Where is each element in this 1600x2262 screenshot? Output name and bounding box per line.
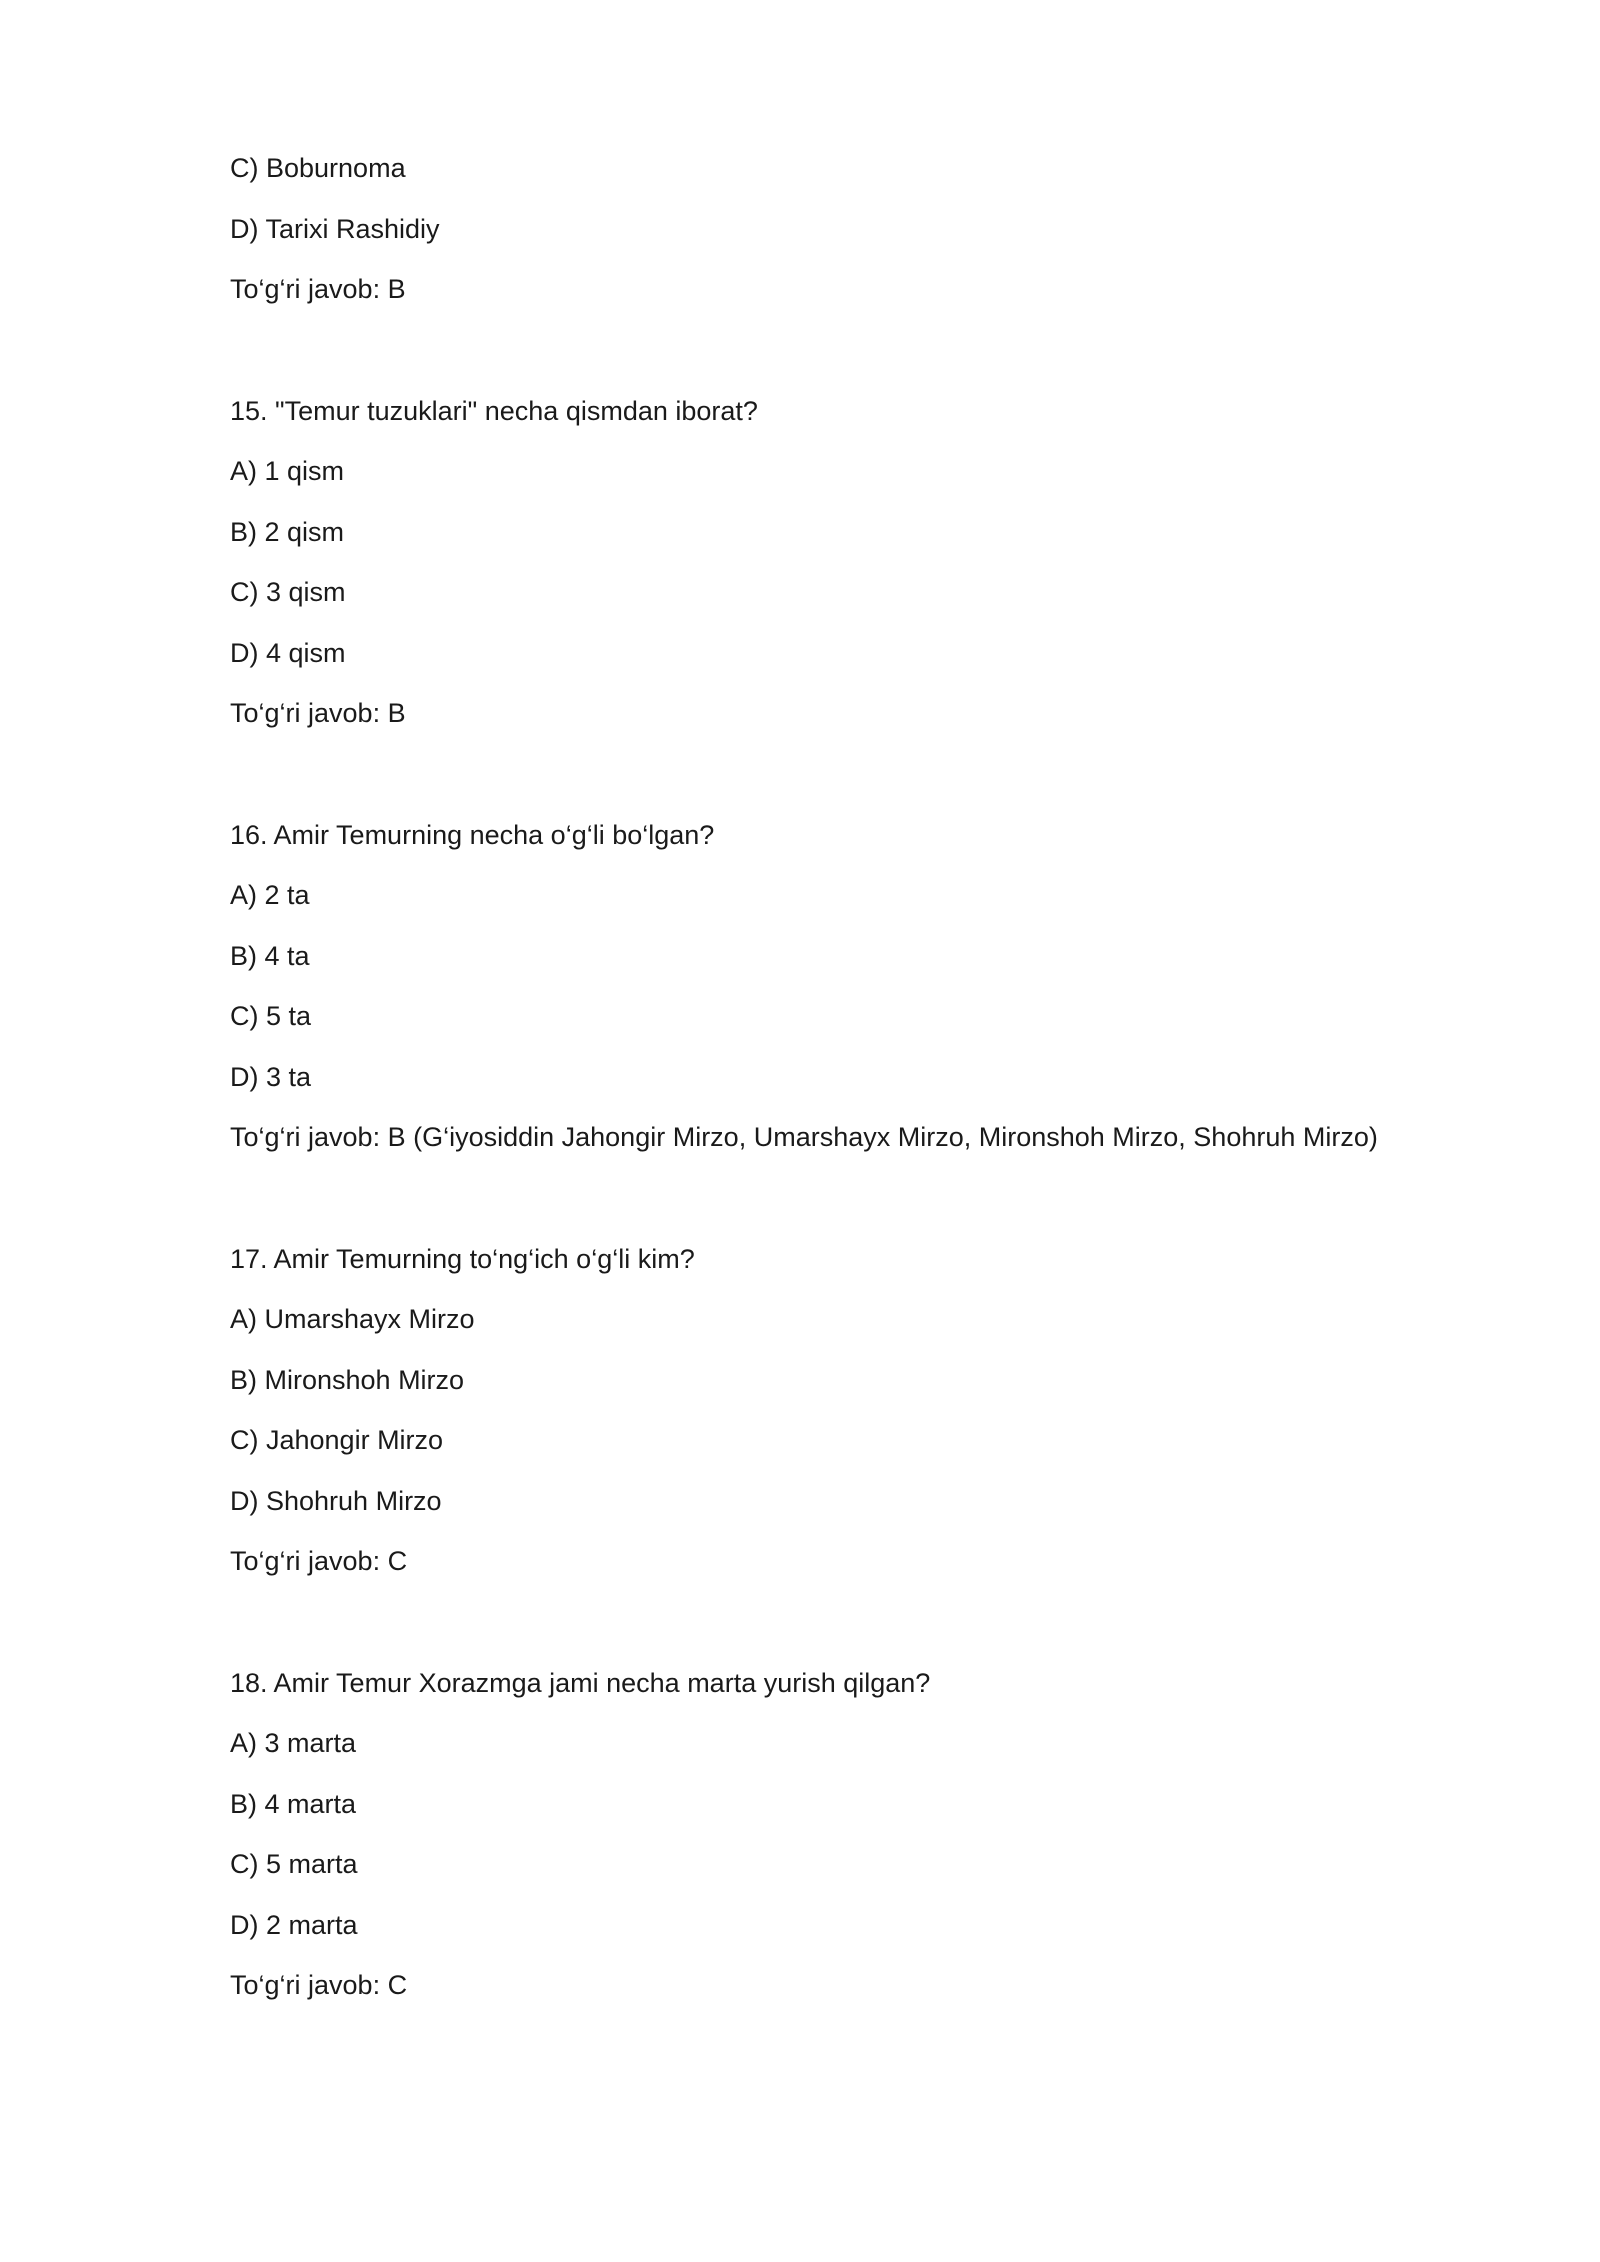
option: B) 2 qism (230, 516, 345, 547)
option: D) 3 ta (230, 1061, 312, 1092)
question-block-17 (230, 1243, 1430, 1579)
option: D) Tarixi Rashidiy (230, 213, 440, 244)
question-text: 17. Amir Temurning to‘ng‘ich o‘g‘li kim? (230, 1243, 695, 1274)
question-text: 18. Amir Temur Xorazmga jami necha marta yurish qilgan? (230, 1667, 931, 1698)
option: A) 3 marta (230, 1728, 357, 1758)
correct-answer: To‘g‘ri javob: B (230, 698, 406, 728)
option: B) 4 ta (230, 940, 310, 971)
option: A) 2 ta (230, 880, 310, 910)
question-block-15 (230, 395, 1430, 731)
question-block-14-tail (230, 152, 1430, 306)
question-text: 16. Amir Temurning necha o‘g‘li bo‘lgan? (230, 819, 715, 850)
option: D) Shohruh Mirzo (230, 1485, 442, 1516)
correct-answer: To‘g‘ri javob: B (G‘iyosiddin Jahongir Mirzo, Umarshayx Mirzo, Mironshoh Mirzo, Shohruh Mirzo) (230, 1122, 1378, 1152)
correct-answer: To‘g‘ri javob: C (230, 1970, 408, 2000)
question-block-16 (230, 819, 1430, 1155)
option: C) 5 marta (230, 1849, 358, 1879)
option: B) Mironshoh Mirzo (230, 1364, 465, 1395)
option: C) Jahongir Mirzo (230, 1425, 444, 1455)
option: C) Boburnoma (230, 153, 406, 183)
option: C) 3 qism (230, 577, 346, 607)
document-content (230, 152, 1430, 2030)
correct-answer: To‘g‘ri javob: B (230, 274, 406, 304)
spacer (230, 758, 1430, 819)
option: D) 4 qism (230, 637, 346, 668)
option: A) 1 qism (230, 456, 345, 486)
question-text: 15. "Temur tuzuklari" necha qismdan iborat? (230, 395, 758, 426)
option: B) 4 marta (230, 1788, 357, 1819)
option: C) 5 ta (230, 1001, 312, 1031)
spacer (230, 334, 1430, 395)
option: D) 2 marta (230, 1909, 358, 1940)
question-block-18 (230, 1667, 1430, 2003)
correct-answer: To‘g‘ri javob: C (230, 1546, 408, 1576)
spacer (230, 1182, 1430, 1243)
option: A) Umarshayx Mirzo (230, 1304, 475, 1334)
spacer (230, 1606, 1430, 1667)
